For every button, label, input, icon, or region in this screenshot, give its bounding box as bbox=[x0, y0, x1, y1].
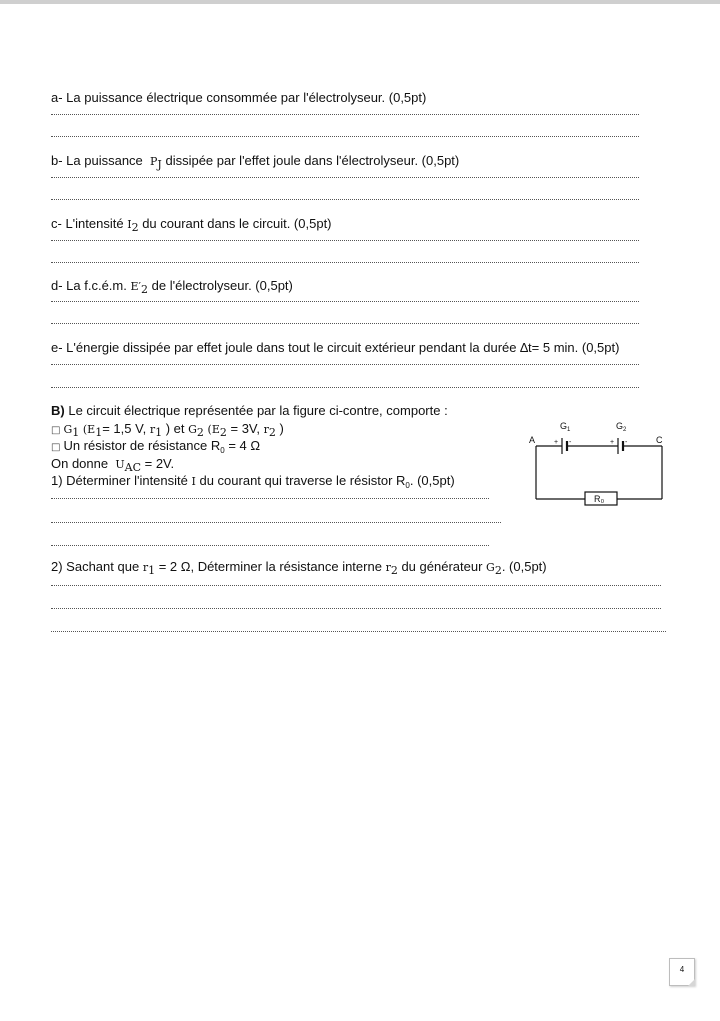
node-label-a: A bbox=[529, 435, 536, 445]
answer-line[interactable] bbox=[51, 607, 661, 609]
answer-line[interactable] bbox=[51, 386, 639, 388]
question-d bbox=[51, 278, 293, 295]
part-b-intro-text: Le circuit électrique représentée par la figure ci-contre, comporte : bbox=[68, 403, 448, 418]
page-number-text: 4 bbox=[679, 965, 685, 974]
question-b1 bbox=[51, 473, 455, 490]
symbol-r: r bbox=[263, 423, 269, 436]
label-g2-sub: 2 bbox=[623, 427, 627, 433]
question-b2 bbox=[51, 559, 547, 576]
question-b2-prefix: 2) Sachant que bbox=[51, 559, 140, 574]
circuit-diagram bbox=[524, 418, 674, 510]
question-d-suffix: de l'électrolyseur. (0,5pt) bbox=[151, 278, 293, 293]
symbol-g: G bbox=[63, 423, 73, 436]
symbol-subscript: 2 bbox=[196, 426, 204, 439]
question-b2-suffix: . (0,5pt) bbox=[501, 559, 547, 574]
symbol-r: r bbox=[142, 561, 149, 574]
label-g1: G bbox=[560, 421, 568, 431]
value-e1: = 1,5 V, bbox=[102, 421, 147, 436]
answer-line[interactable] bbox=[51, 135, 639, 137]
question-b-suffix: dissipée par l'effet joule dans l'électrolyseur. (0,5pt) bbox=[165, 153, 460, 168]
symbol-subscript: 2 bbox=[390, 564, 398, 577]
plus-sign: + bbox=[610, 439, 615, 446]
checkbox-icon: □ bbox=[51, 425, 61, 436]
symbol-subscript: 1 bbox=[148, 564, 156, 577]
component-g1-g2 bbox=[51, 421, 284, 439]
minus-sign: - bbox=[625, 439, 628, 446]
answer-line[interactable] bbox=[51, 176, 639, 178]
closing-paren: ) bbox=[279, 421, 284, 436]
symbol-e: (E bbox=[82, 423, 96, 436]
symbol-subscript: 1 bbox=[155, 426, 163, 439]
answer-line[interactable] bbox=[51, 584, 661, 586]
symbol-subscript: AC bbox=[124, 461, 141, 474]
answer-line[interactable] bbox=[51, 261, 639, 263]
connector-text: ) et bbox=[165, 421, 185, 436]
page-number bbox=[669, 958, 695, 986]
node-label-c: C bbox=[656, 435, 663, 445]
label-g2: G bbox=[616, 421, 624, 431]
symbol-subscript: 2 bbox=[268, 426, 276, 439]
question-b1-mid: du courant qui traverse le résistor R bbox=[199, 473, 406, 488]
question-d-prefix: d- La f.c.é.m. bbox=[51, 278, 127, 293]
symbol-subscript: 0 bbox=[220, 446, 225, 455]
symbol-i: I bbox=[127, 218, 132, 231]
question-a-text: a- La puissance électrique consommée par l'électrolyseur. (0,5pt) bbox=[51, 90, 427, 105]
symbol-subscript: 1 bbox=[95, 426, 103, 439]
resistor-text: Un résistor de résistance R bbox=[63, 438, 221, 453]
component-resistor bbox=[51, 438, 260, 456]
resistor-label: R₀ bbox=[594, 494, 605, 504]
answer-line[interactable] bbox=[51, 198, 639, 200]
symbol-r: r bbox=[149, 423, 156, 436]
symbol-g: G bbox=[486, 561, 495, 574]
question-a bbox=[51, 90, 426, 106]
label-g1-sub: 1 bbox=[567, 427, 571, 433]
given-value: = 2V. bbox=[144, 456, 175, 471]
symbol-e: E bbox=[130, 280, 139, 293]
given-prefix: On donne bbox=[51, 456, 109, 471]
answer-line[interactable] bbox=[51, 322, 639, 324]
question-c-suffix: du courant dans le circuit. (0,5pt) bbox=[142, 216, 332, 231]
question-b1-suffix: . (0,5pt) bbox=[409, 473, 455, 488]
question-b1-prefix: 1) Déterminer l'intensité bbox=[51, 473, 188, 488]
question-c bbox=[51, 216, 332, 233]
symbol-i: I bbox=[191, 475, 196, 488]
symbol-subscript: 2 bbox=[141, 283, 149, 296]
symbol-u: U bbox=[115, 458, 125, 471]
question-b-prefix: b- La puissance bbox=[51, 153, 143, 168]
question-e bbox=[51, 340, 619, 356]
symbol-r: r bbox=[385, 561, 391, 574]
symbol-e: (E bbox=[207, 423, 220, 436]
answer-line[interactable] bbox=[51, 497, 489, 499]
page-fold-icon bbox=[688, 979, 695, 986]
symbol-prime: ′ bbox=[138, 280, 142, 293]
symbol-g: G bbox=[188, 423, 197, 436]
symbol-p: P bbox=[150, 155, 158, 168]
answer-line[interactable] bbox=[51, 363, 639, 365]
symbol-subscript: 2 bbox=[219, 426, 227, 439]
answer-line[interactable] bbox=[51, 300, 639, 302]
part-b-intro bbox=[51, 403, 448, 419]
question-b2-mid2: du générateur bbox=[401, 559, 483, 574]
symbol-subscript: 2 bbox=[494, 564, 502, 577]
symbol-subscript: 1 bbox=[72, 426, 80, 439]
question-b2-mid: = 2 Ω, Déterminer la résistance interne bbox=[158, 559, 382, 574]
value-e2: = 3V, bbox=[230, 421, 261, 436]
given-data bbox=[51, 456, 174, 473]
question-e-text: e- L'énergie dissipée par effet joule dans tout le circuit extérieur pendant la durée ∆t= 5 min. (0,5pt) bbox=[51, 340, 620, 355]
answer-line[interactable] bbox=[51, 521, 501, 523]
plus-sign: + bbox=[554, 439, 559, 446]
minus-sign: - bbox=[569, 439, 572, 446]
symbol-subscript: J bbox=[157, 158, 162, 171]
answer-line[interactable] bbox=[51, 544, 489, 546]
checkbox-icon: □ bbox=[51, 442, 61, 453]
question-b bbox=[51, 153, 459, 170]
question-c-prefix: c- L'intensité bbox=[51, 216, 124, 231]
resistor-value: = 4 Ω bbox=[228, 438, 261, 453]
symbol-subscript: 0 bbox=[405, 481, 410, 490]
answer-line[interactable] bbox=[51, 113, 639, 115]
answer-line[interactable] bbox=[51, 239, 639, 241]
answer-line[interactable] bbox=[51, 630, 666, 632]
top-border bbox=[0, 0, 720, 4]
part-b-label: B) bbox=[51, 403, 65, 418]
symbol-subscript: 2 bbox=[131, 221, 139, 234]
